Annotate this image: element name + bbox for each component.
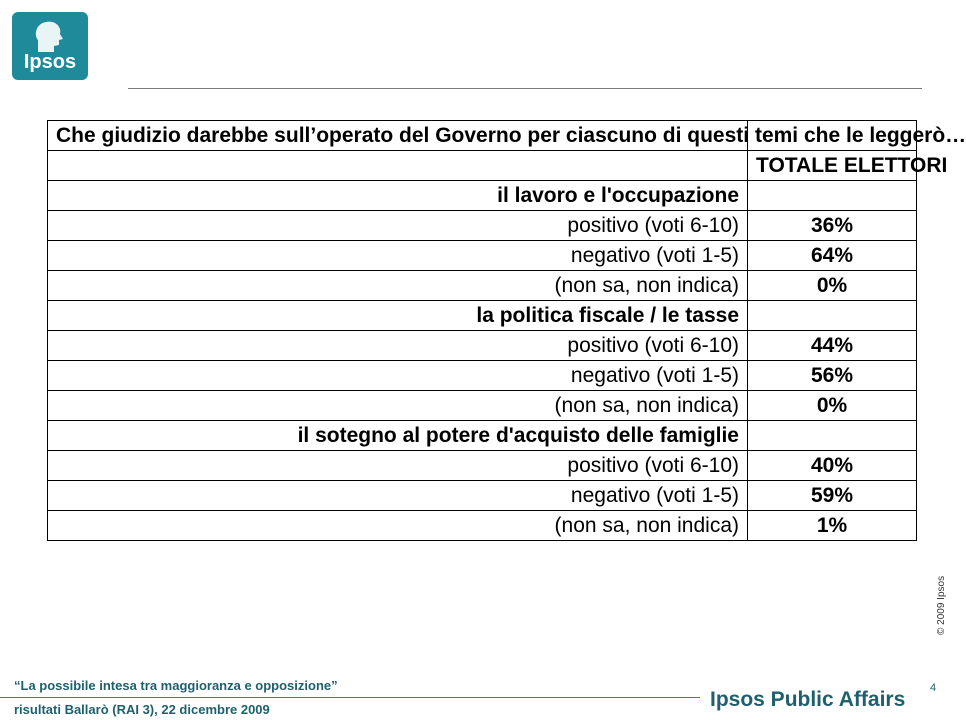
table-row bbox=[48, 361, 917, 391]
section-title: il sotegno al potere d'acquisto delle famiglie bbox=[48, 421, 748, 451]
header-row bbox=[48, 151, 917, 181]
table-row bbox=[48, 511, 917, 541]
head-profile-icon bbox=[32, 18, 68, 54]
section-title: la politica fiscale / le tasse bbox=[48, 301, 748, 331]
question-row bbox=[48, 121, 917, 151]
row-value: 1% bbox=[748, 511, 917, 541]
table-row bbox=[48, 331, 917, 361]
empty-cell bbox=[48, 151, 748, 181]
empty-cell bbox=[748, 181, 917, 211]
table-row bbox=[48, 451, 917, 481]
table-row bbox=[48, 391, 917, 421]
row-value: 0% bbox=[748, 391, 917, 421]
row-label: positivo (voti 6-10) bbox=[48, 451, 748, 481]
row-label: positivo (voti 6-10) bbox=[48, 331, 748, 361]
row-label: (non sa, non indica) bbox=[48, 271, 748, 301]
row-value: 64% bbox=[748, 241, 917, 271]
table-row bbox=[48, 241, 917, 271]
brand-name: Ipsos Public Affairs bbox=[710, 688, 906, 711]
section-title: il lavoro e l'occupazione bbox=[48, 181, 748, 211]
table-row bbox=[48, 211, 917, 241]
row-value: 59% bbox=[748, 481, 917, 511]
column-header: TOTALE ELETTORI bbox=[748, 151, 917, 181]
footer-subtitle: risultati Ballarò (RAI 3), 22 dicembre 2009 bbox=[14, 702, 270, 717]
empty-cell bbox=[748, 301, 917, 331]
row-value: 36% bbox=[748, 211, 917, 241]
row-label: (non sa, non indica) bbox=[48, 511, 748, 541]
table-row bbox=[48, 481, 917, 511]
footer-divider bbox=[0, 697, 700, 698]
row-label: negativo (voti 1-5) bbox=[48, 481, 748, 511]
ipsos-logo bbox=[12, 12, 88, 80]
table-row bbox=[48, 271, 917, 301]
row-value: 40% bbox=[748, 451, 917, 481]
row-value: 0% bbox=[748, 271, 917, 301]
row-label: (non sa, non indica) bbox=[48, 391, 748, 421]
page-number: 4 bbox=[930, 682, 937, 694]
copyright-notice: © 2009 Ipsos bbox=[936, 575, 947, 635]
footer-title: “La possibile intesa tra maggioranza e opposizione” bbox=[14, 678, 338, 693]
row-label: negativo (voti 1-5) bbox=[48, 361, 748, 391]
question-text: Che giudizio darebbe sull’operato del Governo per ciascuno di questi temi che le leggerò… bbox=[48, 121, 748, 151]
section-row bbox=[48, 301, 917, 331]
survey-table bbox=[47, 120, 966, 541]
empty-cell bbox=[748, 421, 917, 451]
row-value: 44% bbox=[748, 331, 917, 361]
row-value: 56% bbox=[748, 361, 917, 391]
section-row bbox=[48, 181, 917, 211]
row-label: positivo (voti 6-10) bbox=[48, 211, 748, 241]
header-divider bbox=[128, 88, 922, 89]
logo-text: Ipsos bbox=[23, 51, 77, 73]
section-row bbox=[48, 421, 917, 451]
row-label: negativo (voti 1-5) bbox=[48, 241, 748, 271]
